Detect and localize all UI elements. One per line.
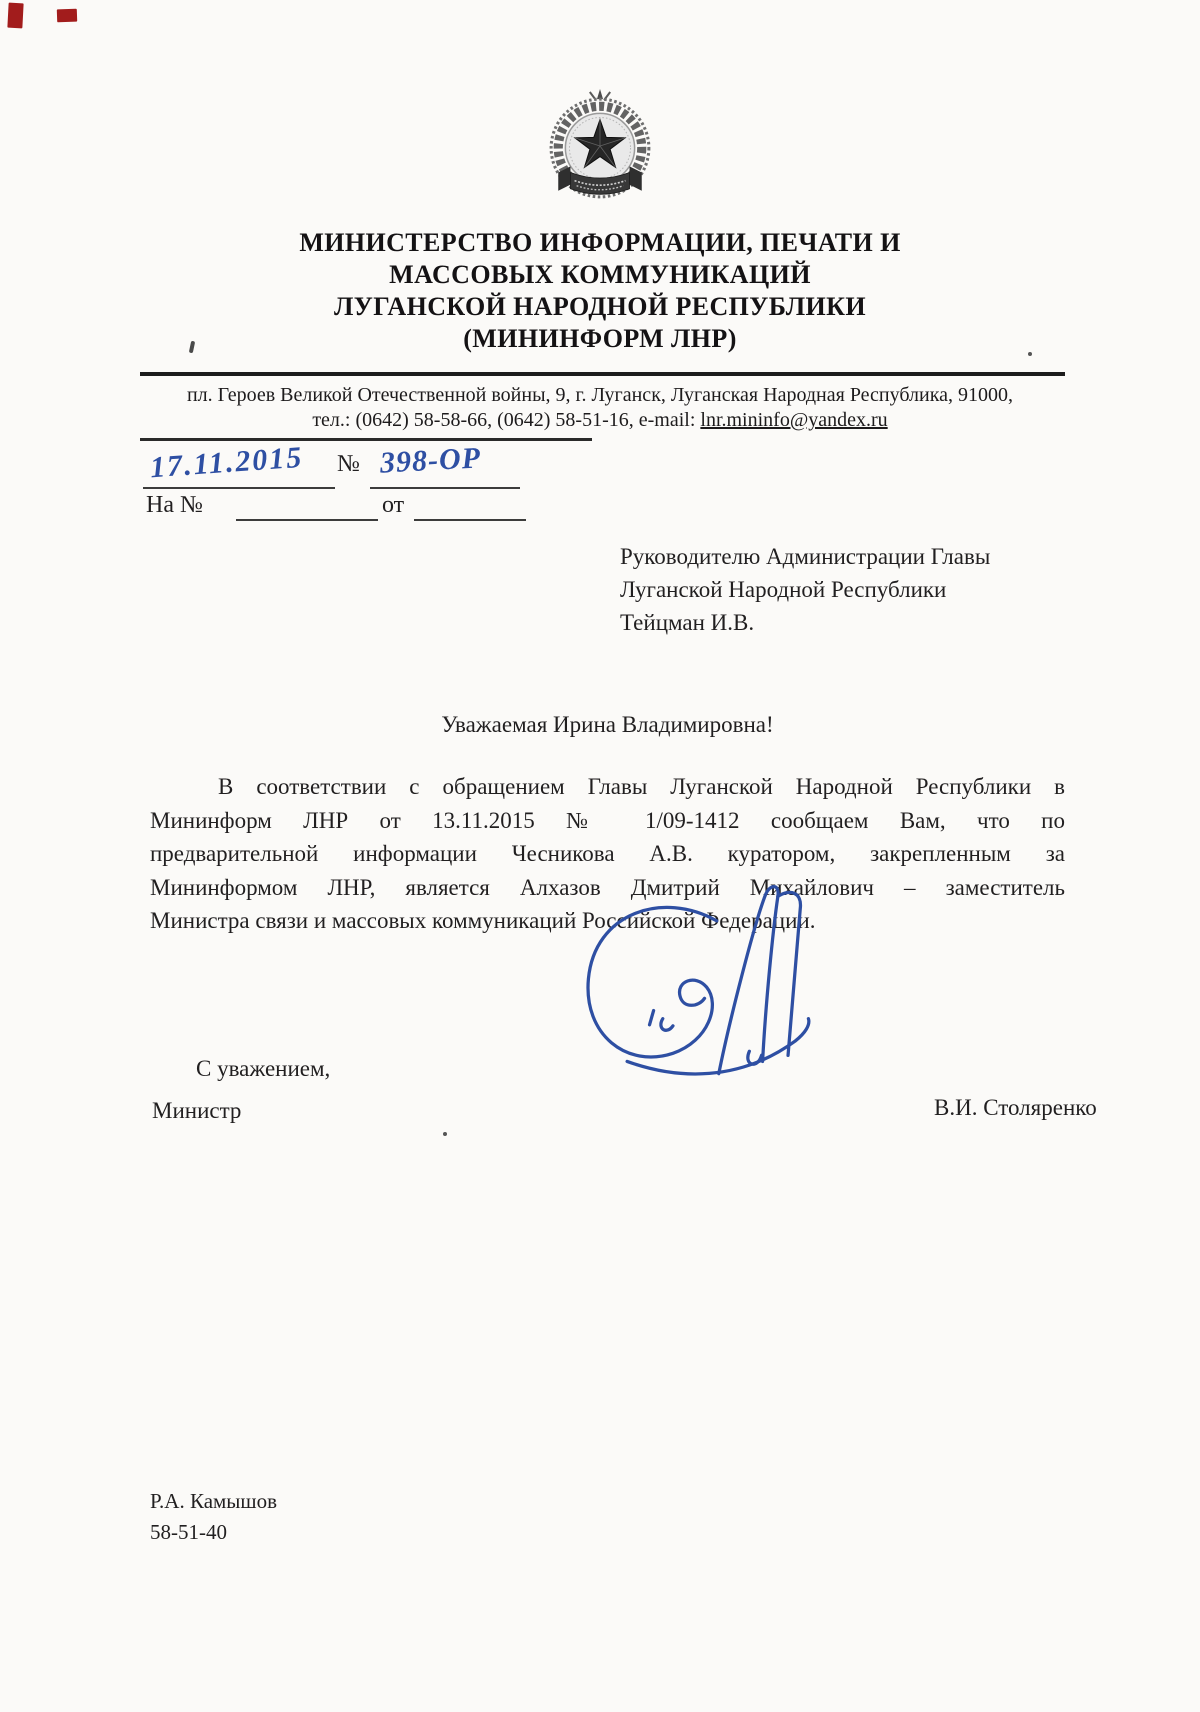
contact-line	[60, 408, 1140, 433]
header-divider	[140, 372, 1065, 376]
handwritten-number: 398-ОР	[379, 441, 482, 480]
address-block	[60, 383, 1140, 433]
incoming-number-underline	[236, 519, 378, 521]
handwritten-date: 17.11.2015	[149, 440, 305, 485]
recipient-line: Руководителю Администрации Главы	[620, 544, 991, 569]
body-line: Мининформом ЛНР, является Алхазов Дмитрий Михайлович – заместитель	[150, 874, 1065, 900]
recipient-block	[620, 540, 990, 639]
address-line: пл. Героев Великой Отечественной войны, 9, г. Луганск, Луганская Народная Республика, 91000,	[186, 384, 1014, 406]
signer-position: Министр	[152, 1098, 242, 1123]
recipient-line: Тейцман И.В.	[620, 610, 755, 635]
executor-block	[150, 1486, 277, 1548]
body-line: Мининформ ЛНР от 13.11.2015 № 1/09-1412 сообщаем Вам, что по	[150, 807, 1065, 833]
scan-red-mark	[57, 9, 77, 23]
closing-text: С уважением,	[196, 1056, 331, 1081]
scan-red-mark	[7, 3, 23, 29]
signer-name: В.И. Столяренко	[934, 1095, 1097, 1120]
title-line: МАССОВЫХ КОММУНИКАЦИЙ	[389, 260, 811, 289]
incoming-date-label: от	[382, 492, 405, 518]
title-line: (МИНИНФОРМ ЛНР)	[463, 324, 737, 353]
executor-phone: 58-51-40	[150, 1520, 227, 1544]
incoming-number-label: На №	[146, 492, 203, 518]
recipient-line: Луганской Народной Республики	[620, 577, 947, 602]
body-line: предварительной информации Чесникова А.В. куратором, закрепленным за	[150, 841, 1065, 866]
salutation: Уважаемая Ирина Владимировна!	[441, 712, 774, 737]
body-line: В соответствии с обращением Главы Луганской Народной Республики в	[218, 774, 1065, 799]
handwritten-signature	[566, 882, 841, 1082]
scan-speck	[443, 1132, 447, 1136]
number-underline	[370, 487, 520, 489]
date-underline	[143, 487, 335, 489]
email-text: lnr.mininfo@yandex.ru	[700, 409, 888, 431]
number-sign-label: №	[337, 451, 360, 477]
title-line: ЛУГАНСКОЙ НАРОДНОЙ РЕСПУБЛИКИ	[334, 292, 866, 321]
incoming-date-underline	[414, 519, 526, 521]
body-line: Министра связи и массовых коммуникаций Российской Федерации.	[150, 908, 816, 933]
executor-name: Р.А. Камышов	[150, 1489, 278, 1513]
title-line: МИНИСТЕРСТВО ИНФОРМАЦИИ, ПЕЧАТИ И	[299, 228, 901, 257]
reference-divider	[140, 438, 592, 441]
lnr-coat-of-arms-icon	[544, 86, 656, 208]
ministry-letterhead-title	[0, 227, 1200, 355]
phone-text: тел.: (0642) 58-58-66, (0642) 58-51-16, e-mail:	[312, 409, 701, 431]
